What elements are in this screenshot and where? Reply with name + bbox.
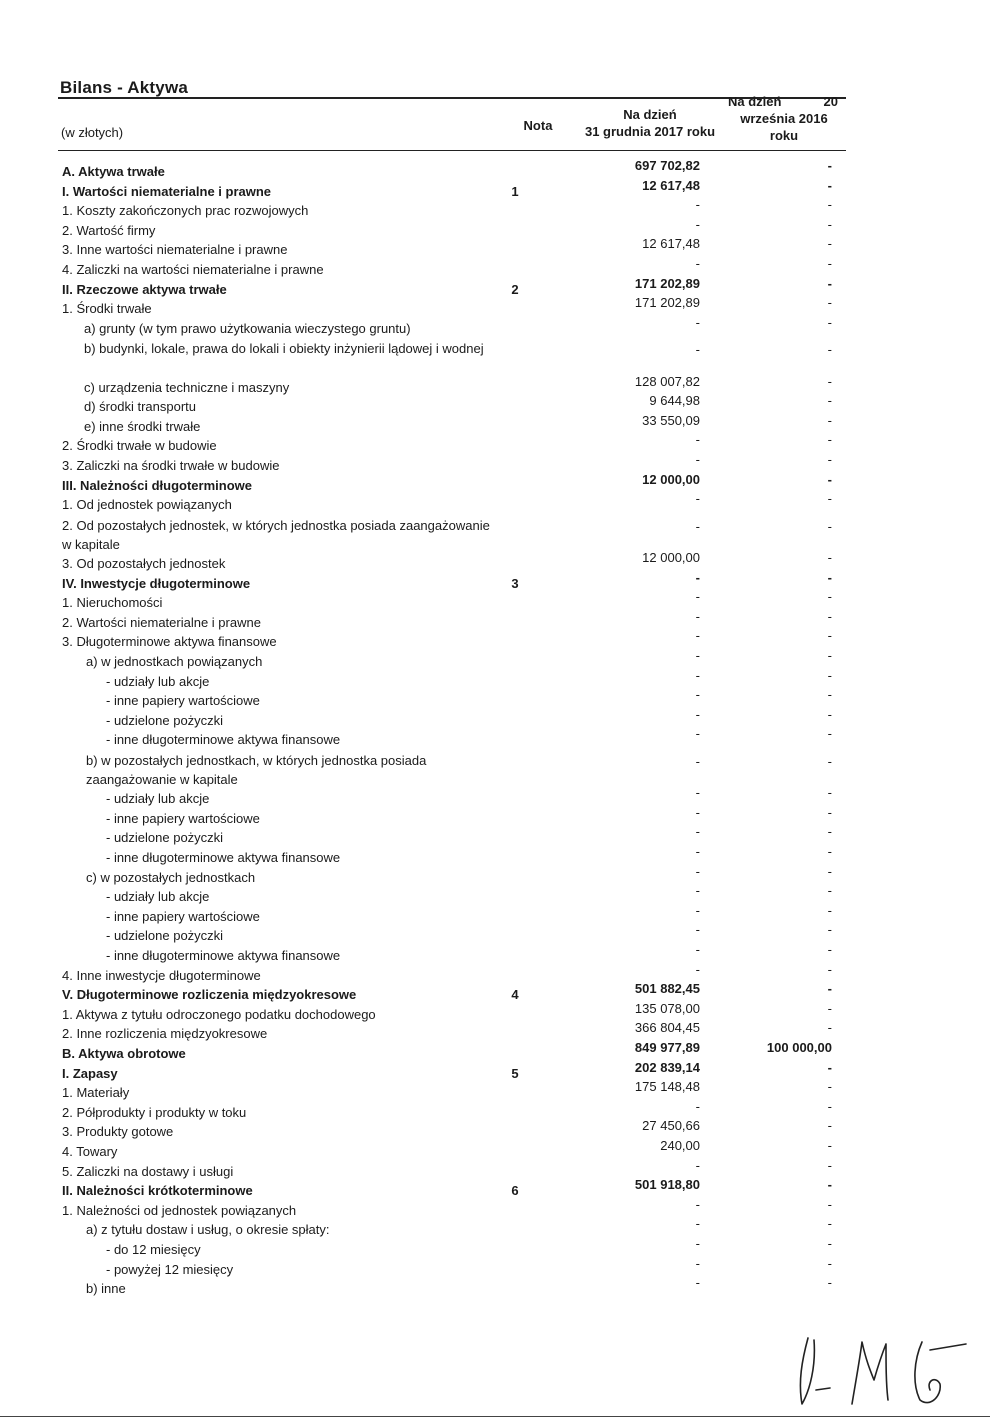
row-value-2016: -: [827, 1157, 832, 1173]
row-value-2017: -: [695, 824, 700, 840]
row-label: II. Należności krótkoterminowe: [62, 1183, 253, 1199]
row-label: 3. Inne wartości niematerialne i prawne: [62, 242, 288, 258]
row-label: 2. Od pozostałych jednostek, w których jednostka posiada zaangażowanie w kapitale: [62, 517, 490, 552]
row-value-2016: -: [827, 1275, 832, 1291]
row-value-2016: -: [827, 452, 832, 467]
table-row: [0, 1138, 990, 1163]
row-value-2017: 501 882,45: [634, 981, 700, 997]
table-row: [0, 824, 990, 849]
row-value-2017: -: [695, 432, 700, 448]
row-value-2017: -: [695, 687, 700, 703]
row-value-2016: -: [827, 518, 832, 534]
row-value-2016: -: [827, 628, 832, 644]
row-value-2017: -: [695, 518, 700, 534]
row-value-2017: -: [695, 342, 700, 358]
row-label: II. Rzeczowe aktywa trwałe: [62, 281, 227, 297]
row-value-2016: -: [827, 342, 832, 358]
table-row: [0, 256, 990, 281]
row-value-2016: -: [827, 1079, 832, 1095]
row-label: 2. Środki trwałe w budowie: [62, 438, 217, 454]
row-label: 1. Nieruchomości: [62, 595, 163, 611]
row-label: b) inne: [86, 1281, 126, 1297]
table-row: [0, 667, 990, 693]
row-label: 2. Półprodukty i produkty w toku: [62, 1104, 247, 1120]
row-value-2016: -: [827, 589, 832, 605]
row-value-2017: -: [695, 256, 700, 271]
row-label: e) inne środki trwałe: [84, 418, 201, 434]
row-label: - udzielone pożyczki: [106, 712, 224, 728]
row-value-2016: -: [827, 1098, 832, 1114]
row-value-2016: -: [827, 687, 832, 703]
row-value-2016: -: [827, 314, 832, 330]
row-value-2017: -: [695, 589, 700, 605]
row-nota: 6: [511, 1183, 519, 1199]
table-row: [0, 158, 990, 183]
row-label: III. Należności długoterminowe: [62, 477, 252, 493]
row-value-2017: -: [695, 1157, 700, 1173]
row-value-2017: -: [695, 569, 700, 585]
row-value-2016: -: [827, 550, 832, 565]
row-value-2017: -: [695, 844, 700, 859]
row-label: - udzielone pożyczki: [106, 928, 224, 944]
row-value-2017: -: [695, 216, 700, 232]
table-row: [0, 883, 990, 908]
row-value-2016: -: [827, 981, 832, 997]
row-value-2016: -: [827, 754, 832, 769]
row-label: - inne długoterminowe aktywa finansowe: [106, 850, 341, 865]
row-label: c) w pozostałych jednostkach: [86, 869, 256, 885]
row-label: 3. Zaliczki na środki trwałe w budowie: [62, 458, 280, 473]
table-row: [0, 569, 990, 595]
row-value-2017: 501 918,80: [634, 1177, 700, 1193]
row-label: - inne długoterminowe aktywa finansowe: [106, 948, 341, 963]
row-value-2017: 12 617,48: [642, 177, 700, 193]
row-value-2016: -: [827, 158, 832, 173]
row-value-2017: 202 839,14: [634, 1059, 700, 1075]
row-value-2017: 12 000,00: [642, 471, 700, 487]
row-value-2016: 100 000,00: [766, 1040, 832, 1055]
table-row: [0, 295, 990, 320]
table-row: [0, 1000, 990, 1026]
table-row: [0, 981, 990, 1006]
header-column-2016-line1b: 20: [823, 94, 838, 109]
row-value-2017: -: [695, 1275, 700, 1291]
table-row: [0, 314, 990, 340]
row-label: - powyżej 12 miesięcy: [106, 1261, 234, 1277]
table-row: [0, 648, 990, 673]
table-row: [0, 751, 990, 789]
table-row: [0, 373, 990, 399]
row-label: a) w jednostkach powiązanych: [86, 654, 263, 669]
row-value-2017: -: [695, 648, 700, 663]
row-value-2016: -: [827, 432, 832, 448]
header-column-2016-line1a: Na dzień: [728, 94, 782, 109]
row-value-2016: -: [827, 236, 832, 252]
row-value-2017: -: [695, 1196, 700, 1212]
row-value-2017: -: [695, 804, 700, 820]
row-value-2017: -: [695, 1236, 700, 1251]
row-label: - udziały lub akcje: [106, 673, 210, 689]
row-value-2016: -: [827, 1177, 832, 1193]
table-row: [0, 1040, 990, 1065]
row-value-2017: -: [695, 197, 700, 213]
table-row: [0, 1098, 990, 1124]
row-label: a) z tytułu dostaw i usług, o okresie spłaty:: [86, 1222, 330, 1238]
row-value-2016: -: [827, 785, 832, 801]
row-label: - inne papiery wartościowe: [106, 908, 260, 924]
row-value-2016: -: [827, 824, 832, 840]
table-row: [0, 1059, 990, 1085]
table-row: [0, 236, 990, 261]
row-value-2016: -: [827, 216, 832, 232]
row-value-2017: -: [695, 1098, 700, 1114]
table-row: [0, 942, 990, 967]
row-value-2016: -: [827, 1020, 832, 1036]
table-row: [0, 412, 990, 438]
row-value-2016: -: [827, 275, 832, 291]
header-column-2016-line1: [724, 93, 844, 110]
row-label: 1. Od jednostek powiązanych: [62, 497, 232, 513]
row-value-2017: 12 000,00: [642, 550, 700, 565]
row-label: 2. Wartość firmy: [62, 222, 156, 238]
row-value-2016: -: [827, 1059, 832, 1075]
row-label: 2. Wartości niematerialne i prawne: [62, 614, 261, 630]
handwritten-signature: [790, 1330, 980, 1410]
header-rule: [58, 150, 846, 151]
table-row: [0, 687, 990, 712]
row-label: 1. Środki trwałe: [62, 301, 152, 317]
row-label: V. Długoterminowe rozliczenia międzyokresowe: [62, 987, 357, 1003]
document-title: Bilans - Aktywa: [60, 78, 189, 97]
row-value-2017: -: [695, 706, 700, 722]
row-value-2016: -: [827, 1236, 832, 1251]
table-row: [0, 471, 990, 497]
row-value-2017: -: [695, 785, 700, 801]
table-row: [0, 804, 990, 830]
row-label: c) urządzenia techniczne i maszyny: [84, 379, 290, 395]
table-row: [0, 1157, 990, 1183]
table-row: [0, 1079, 990, 1104]
table-row: [0, 550, 990, 575]
table-row: [0, 902, 990, 928]
row-value-2017: 12 617,48: [642, 236, 700, 252]
header-column-2017: [576, 106, 724, 140]
row-value-2016: -: [827, 1138, 832, 1153]
row-value-2016: -: [827, 942, 832, 957]
row-value-2016: -: [827, 569, 832, 585]
row-value-2017: 33 550,09: [642, 412, 700, 428]
row-value-2016: -: [827, 412, 832, 428]
row-label: 2. Inne rozliczenia międzyokresowe: [62, 1026, 268, 1042]
header-column-2017-line2: 31 grudnia 2017 roku: [584, 124, 716, 139]
row-value-2017: -: [695, 452, 700, 467]
row-label: - do 12 miesięcy: [106, 1242, 201, 1257]
table-row: [0, 844, 990, 869]
row-value-2016: -: [827, 883, 832, 899]
table-row: [0, 1196, 990, 1222]
row-label: - inne długoterminowe aktywa finansowe: [106, 732, 341, 748]
table-row: [0, 1255, 990, 1281]
row-value-2016: -: [827, 295, 832, 311]
row-label: I. Zapasy: [62, 1065, 118, 1081]
row-value-2017: -: [695, 1255, 700, 1271]
row-label: a) grunty (w tym prawo użytkowania wieczystego gruntu): [84, 320, 411, 336]
header-nota: Nota: [523, 118, 553, 133]
table-row: [0, 863, 990, 889]
row-label: 4. Inne inwestycje długoterminowe: [62, 967, 261, 983]
row-value-2016: -: [827, 491, 832, 507]
header-column-2016: [724, 93, 844, 144]
row-label: 3. Od pozostałych jednostek: [62, 556, 226, 571]
row-nota: 1: [511, 183, 519, 199]
row-value-2017: -: [695, 902, 700, 918]
table-row: [0, 785, 990, 810]
row-value-2016: -: [827, 648, 832, 663]
table-row: [0, 177, 990, 203]
row-value-2016: -: [827, 1196, 832, 1212]
row-value-2016: -: [827, 393, 832, 409]
row-label: b) budynki, lokale, prawa do lokali i obiekty inżynierii lądowej i wodnej: [84, 341, 484, 357]
row-value-2017: 128 007,82: [634, 373, 700, 389]
row-value-2016: -: [827, 1216, 832, 1232]
row-value-2017: -: [695, 491, 700, 507]
header-column-2017-line1: Na dzień: [623, 107, 677, 122]
row-value-2016: -: [827, 804, 832, 820]
row-label: IV. Inwestycje długoterminowe: [62, 575, 251, 591]
row-label: 4. Towary: [62, 1144, 118, 1159]
row-value-2017: 697 702,82: [634, 158, 700, 173]
row-value-2017: 27 450,66: [642, 1118, 700, 1134]
row-value-2016: -: [827, 1255, 832, 1271]
row-value-2017: -: [695, 961, 700, 977]
row-value-2017: 175 148,48: [634, 1079, 700, 1095]
table-row: [0, 1177, 990, 1202]
row-label: 1. Należności od jednostek powiązanych: [62, 1202, 297, 1218]
row-value-2017: -: [695, 667, 700, 683]
row-value-2016: -: [827, 961, 832, 977]
table-row: [0, 197, 990, 222]
row-label: 5. Zaliczki na dostawy i usługi: [62, 1163, 234, 1179]
page-bottom-rule: [0, 1416, 990, 1417]
row-value-2017: -: [695, 628, 700, 644]
header-unit: (w złotych): [61, 125, 124, 140]
row-label: d) środki transportu: [84, 399, 196, 415]
table-row: [0, 1216, 990, 1241]
table-row: [0, 275, 990, 301]
row-nota: 2: [511, 281, 519, 297]
table-row: [0, 608, 990, 634]
row-value-2016: -: [827, 256, 832, 271]
row-label: A. Aktywa trwałe: [62, 164, 165, 179]
row-nota: 3: [511, 575, 519, 591]
table-row: [0, 393, 990, 418]
row-label: - inne papiery wartościowe: [106, 693, 260, 709]
row-value-2016: -: [827, 844, 832, 859]
row-label: - udziały lub akcje: [106, 791, 210, 807]
row-label: - udziały lub akcje: [106, 889, 210, 905]
row-value-2016: -: [827, 667, 832, 683]
row-label: B. Aktywa obrotowe: [62, 1046, 186, 1061]
table-row: [0, 432, 990, 457]
row-label: 1. Materiały: [62, 1085, 130, 1101]
table-row: [0, 1020, 990, 1045]
table-row: [0, 452, 990, 477]
header-column-2016-line3: roku: [769, 128, 799, 143]
row-value-2017: -: [695, 942, 700, 957]
row-value-2016: -: [827, 608, 832, 624]
row-value-2016: -: [827, 726, 832, 742]
table-row: [0, 922, 990, 947]
row-label: 3. Produkty gotowe: [62, 1124, 174, 1140]
row-value-2017: 135 078,00: [634, 1000, 700, 1016]
row-label: I. Wartości niematerialne i prawne: [62, 183, 272, 199]
row-value-2016: -: [827, 1118, 832, 1134]
row-value-2017: 849 977,89: [634, 1040, 700, 1055]
row-value-2016: -: [827, 706, 832, 722]
row-value-2017: -: [695, 1216, 700, 1232]
table-row: [0, 726, 990, 751]
row-value-2017: 240,00: [660, 1138, 700, 1153]
row-value-2017: 171 202,89: [634, 295, 700, 311]
row-label: 4. Zaliczki na wartości niematerialne i prawne: [62, 262, 324, 277]
row-value-2017: -: [695, 883, 700, 899]
row-value-2016: -: [827, 922, 832, 938]
row-nota: 5: [511, 1065, 519, 1081]
row-value-2016: -: [827, 902, 832, 918]
row-label: - udzielone pożyczki: [106, 830, 224, 846]
row-nota: 4: [511, 987, 519, 1003]
row-value-2017: 171 202,89: [634, 275, 700, 291]
row-value-2016: -: [827, 177, 832, 193]
row-value-2016: -: [827, 373, 832, 389]
row-value-2017: 9 644,98: [649, 393, 700, 409]
row-label: b) w pozostałych jednostkach, w których jednostka posiada zaangażowanie w kapitale: [86, 753, 427, 787]
row-value-2017: -: [695, 754, 700, 769]
table-row: [0, 1275, 990, 1300]
row-value-2016: -: [827, 1000, 832, 1016]
row-value-2016: -: [827, 863, 832, 879]
table-row: [0, 706, 990, 732]
row-value-2017: -: [695, 726, 700, 742]
row-label: 1. Aktywa z tytułu odroczonego podatku dochodowego: [62, 1006, 376, 1022]
row-label: 3. Długoterminowe aktywa finansowe: [62, 634, 277, 650]
table-row: [0, 628, 990, 653]
table-row: [0, 1118, 990, 1143]
table-row: [0, 961, 990, 987]
row-value-2017: 366 804,45: [634, 1020, 700, 1036]
row-value-2017: -: [695, 922, 700, 938]
table-row: [0, 491, 990, 516]
table-row: [0, 589, 990, 614]
row-label: - inne papiery wartościowe: [106, 810, 260, 826]
row-label: 1. Koszty zakończonych prac rozwojowych: [62, 203, 309, 219]
row-value-2016: -: [827, 197, 832, 213]
row-value-2017: -: [695, 863, 700, 879]
table-row: [0, 516, 990, 554]
header-column-2016-line2: września 2016: [740, 111, 828, 126]
table-row: [0, 339, 990, 377]
row-value-2017: -: [695, 314, 700, 330]
table-row: [0, 1236, 990, 1261]
table-row: [0, 216, 990, 242]
row-value-2017: -: [695, 608, 700, 624]
row-value-2016: -: [827, 471, 832, 487]
